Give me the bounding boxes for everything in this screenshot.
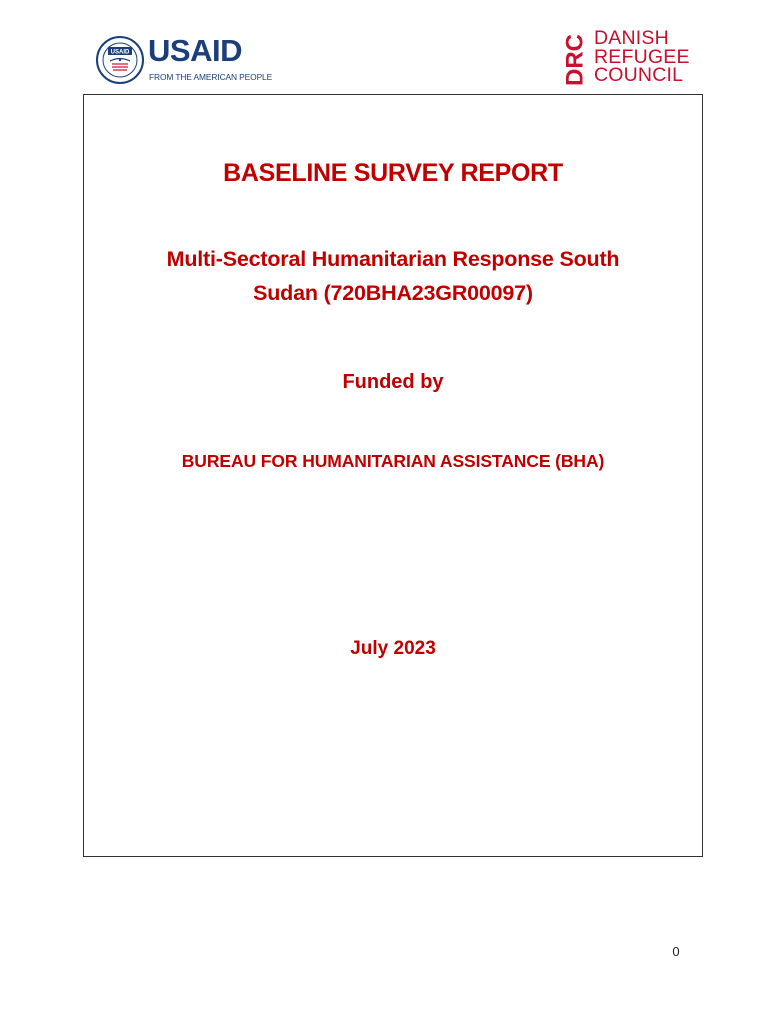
usaid-seal-icon [96,30,144,90]
report-subtitle-line2: Sudan (720BHA23GR00097) [253,281,533,305]
usaid-tagline: FROM THE AMERICAN PEOPLE [149,72,273,82]
drc-line-council: COUNCIL [594,64,684,86]
drc-line-refugee: REFUGEE [594,45,690,68]
funded-by-label: Funded by [342,371,444,393]
drc-line-danish: DANISH [594,27,669,49]
drc-wordmark [594,29,690,85]
page-number: 0 [672,944,680,959]
report-title: BASELINE SURVEY REPORT [223,159,563,187]
usaid-logo [96,30,273,90]
funder-name: BUREAU FOR HUMANITARIAN ASSISTANCE (BHA) [181,451,605,471]
report-subtitle [84,242,702,310]
usaid-seal-text: USAID [110,49,130,56]
usaid-wordmark: USAID [148,33,242,68]
drc-mark-icon [561,29,589,91]
drc-logo [561,27,704,91]
cover-frame [83,94,703,857]
report-date: July 2023 [350,638,436,659]
drc-mark-letters: DRC [561,34,589,86]
report-subtitle-line1: Multi-Sectoral Humanitarian Response South [166,247,620,271]
